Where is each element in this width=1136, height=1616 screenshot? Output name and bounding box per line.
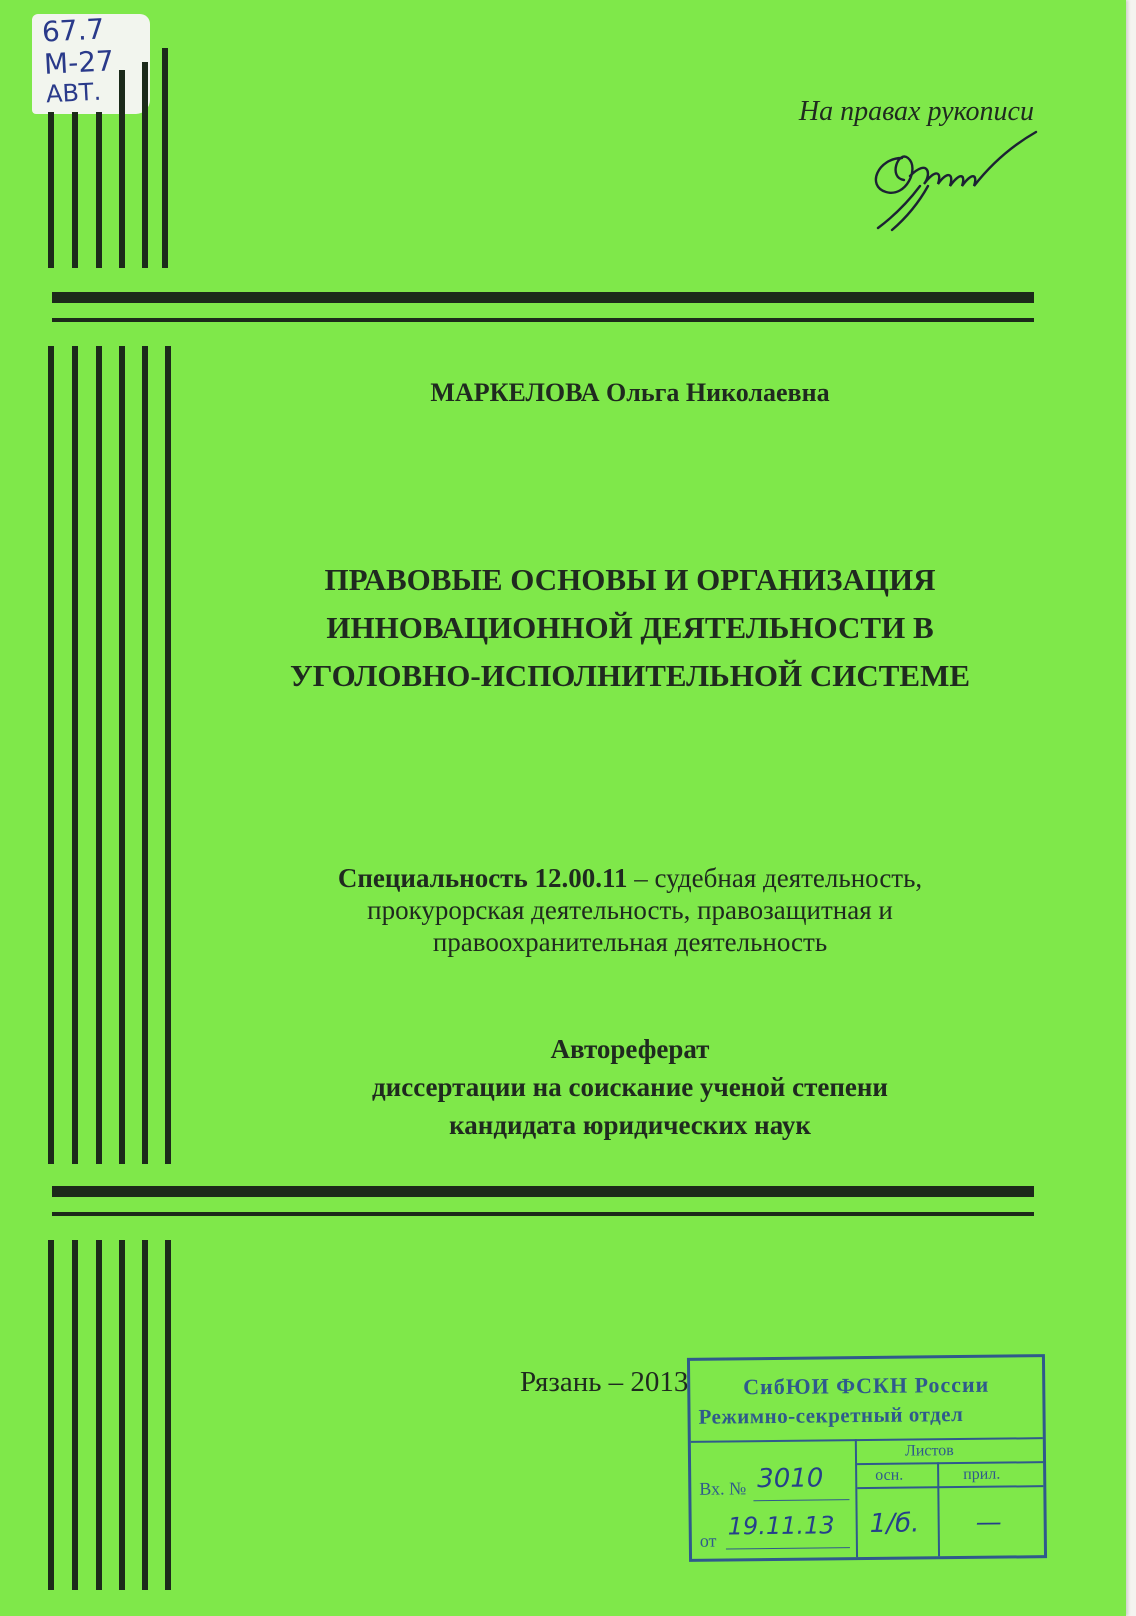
vertical-stripe	[162, 48, 168, 268]
stamp-main-label: осн.	[875, 1466, 904, 1484]
stamp-line	[857, 1461, 1043, 1465]
stamp-incoming-label: Вх. №	[699, 1478, 747, 1499]
stamp-attach-sheets: —	[975, 1507, 1002, 1538]
title-line: ПРАВОВЫЕ ОСНОВЫ И ОРГАНИЗАЦИЯ	[324, 562, 936, 597]
stamp-fill-line	[753, 1499, 849, 1501]
stamp-main-sheets: 1/б.	[869, 1508, 920, 1539]
handwritten-code: М-27	[43, 44, 115, 81]
document-kind	[160, 1030, 1100, 1144]
horizontal-rule	[52, 292, 1034, 303]
vertical-stripe	[48, 346, 54, 1164]
vertical-stripe	[119, 70, 125, 268]
horizontal-rule	[52, 318, 1034, 322]
kind-line: кандидата юридических наук	[449, 1110, 811, 1140]
vertical-stripe	[96, 112, 102, 268]
vertical-stripe	[72, 1240, 78, 1590]
vertical-stripe	[72, 346, 78, 1164]
document-title	[160, 556, 1100, 700]
author-name: МАРКЕЛОВА Ольга Николаевна	[430, 378, 830, 407]
place-year: Рязань – 2013	[520, 1366, 689, 1398]
vertical-stripe	[48, 1240, 54, 1590]
vertical-stripe	[96, 346, 102, 1164]
vertical-stripe	[142, 1240, 148, 1590]
horizontal-rule	[52, 1186, 1034, 1197]
stamp-line	[857, 1485, 1043, 1489]
vertical-stripe	[165, 1240, 171, 1590]
vertical-stripe	[72, 112, 78, 268]
kind-line: диссертации на соискание ученой степени	[372, 1072, 888, 1102]
specialty-text: прокурорская деятельность, правозащитная и	[367, 895, 893, 925]
stamp-date: 19.11.13	[727, 1511, 835, 1541]
vertical-stripe	[142, 346, 148, 1164]
rights-note: На правах рукописи	[798, 96, 1034, 127]
stamp-date-label: от	[699, 1530, 717, 1551]
stamp-line	[855, 1439, 858, 1557]
vertical-stripe	[48, 112, 54, 268]
vertical-stripe	[96, 1240, 102, 1590]
title-line: ИННОВАЦИОННОЙ ДЕЯТЕЛЬНОСТИ В	[326, 610, 934, 645]
horizontal-rule	[52, 1212, 1034, 1216]
specialty-text: – судебная деятельность,	[627, 863, 923, 893]
vertical-stripe	[119, 346, 125, 1164]
stamp-dept: Режимно-секретный отдел	[698, 1401, 964, 1429]
handwritten-code: АВТ.	[45, 77, 102, 109]
stamp-line	[937, 1462, 940, 1556]
stamp-attach-label: прил.	[963, 1465, 1001, 1483]
handwritten-catalog-label	[32, 14, 150, 114]
stamp-line	[691, 1437, 1043, 1443]
stamp-sheets-label: Листов	[904, 1442, 954, 1460]
specialty-code: Специальность 12.00.11	[337, 863, 628, 893]
vertical-stripe	[142, 62, 148, 268]
handwritten-code: 67.7	[41, 12, 106, 49]
vertical-stripe	[119, 1240, 125, 1590]
stamp-fill-line	[726, 1547, 850, 1549]
kind-line: Автореферат	[550, 1034, 710, 1064]
stamp-org: СибЮИ ФСКН России	[743, 1371, 990, 1400]
stamp-incoming-number: 3010	[757, 1463, 824, 1495]
title-line: УГОЛОВНО-ИСПОЛНИТЕЛЬНОЙ СИСТЕМЕ	[289, 658, 971, 693]
specialty-text: правоохранительная деятельность	[432, 927, 828, 957]
signature	[858, 128, 1048, 232]
registration-stamp	[687, 1354, 1047, 1562]
specialty	[160, 862, 1100, 958]
